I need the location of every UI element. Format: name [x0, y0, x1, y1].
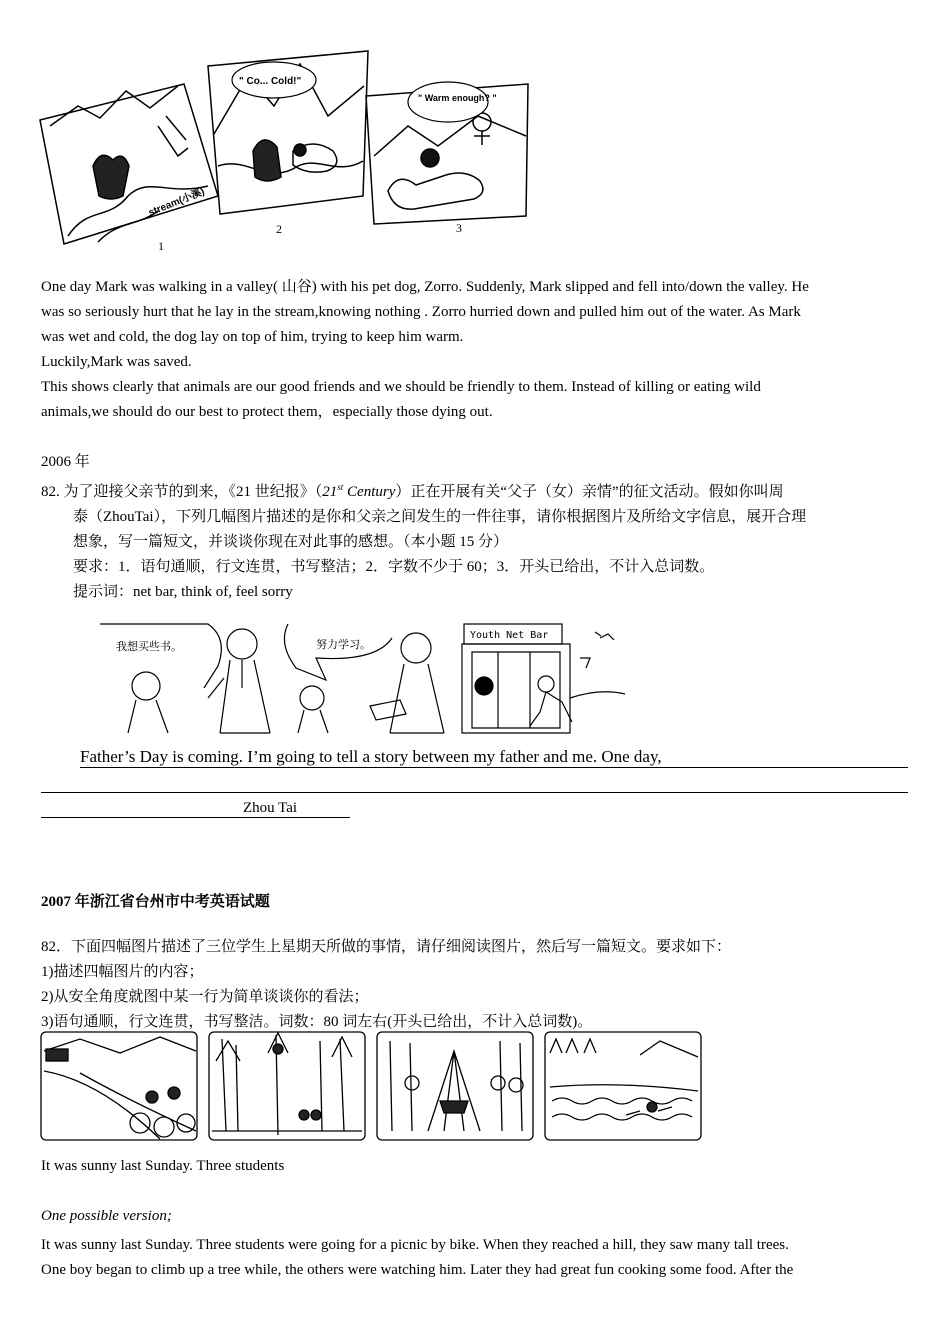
- q-italic-century: Century: [343, 484, 396, 500]
- essay-opening: It was sunny last Sunday. Three students: [41, 1158, 285, 1174]
- pic-speech-1: 我想买些书。: [116, 640, 182, 653]
- comic-panel-1: [40, 84, 218, 244]
- panel-number-2: 2: [276, 222, 282, 236]
- bubble-cold-text: " Co... Cold!": [239, 76, 302, 87]
- pic-speech-2: 努力学习。: [316, 638, 371, 651]
- net-bar-sign: Youth Net Bar: [470, 630, 549, 641]
- story-line: was wet and cold, the dog lay on top of him, trying to keep him warm.: [41, 329, 464, 345]
- requirement-3: 3)语句通顺，行文连贯，书写整洁。词数：80 词左右(开头已给出，不计入总词数)。: [41, 1014, 593, 1030]
- q-text-rest: ）正在开展有关“父子（女）亲情”的征文活动。假如你叫周: [395, 484, 784, 500]
- question-82-line-1: [41, 475, 909, 505]
- comic-illustration-mark-and-zorro: [38, 46, 538, 261]
- story-line: One day Mark was walking in a valley( 山谷) with his pet dog, Zorro. Suddenly, Mark slipped and fell into/down the valley. He: [41, 279, 809, 295]
- story-mark-zorro: [41, 275, 909, 425]
- answer-opening-sentence: Father’s Day is coming. I’m going to tell a story between my father and me. One day,: [80, 747, 662, 766]
- father-son-picture-strip: [100, 618, 625, 738]
- bubble-warm-text: " Warm enough? ": [418, 93, 497, 103]
- requirements: 要求：1．语句通顺，行文连贯，书写整洁；2．字数不少于 60；3．开头已给出，不计入总词数。: [73, 559, 715, 575]
- panel-number-1: 1: [158, 239, 164, 253]
- section-2007-question: [41, 935, 909, 1035]
- requirement-2: 2)从安全角度就图中某一行为简单谈谈你的看法；: [41, 989, 369, 1005]
- hint-words: 提示词：net bar, think of, feel sorry: [73, 584, 293, 600]
- picnic-picture-strip: [40, 1031, 705, 1143]
- q-italic-21: 21: [322, 484, 338, 500]
- question-82-line-3: 想象，写一篇短文，并谈谈你现在对此事的感想。（本小题 15 分）: [73, 534, 509, 550]
- panel-number-3: 3: [456, 221, 462, 235]
- story-line: animals,we should do our best to protect them，especially those dying out.: [41, 404, 493, 420]
- answer-line-2: [41, 792, 908, 793]
- question-82-2007: 82．下面四幅图片描述了三位学生上星期天所做的事情，请仔细阅读图片，然后写一篇短文。要求如下：: [41, 939, 732, 955]
- answer-line-3: [41, 817, 350, 818]
- story-line: was so seriously hurt that he lay in the stream,knowing nothing . Zorro hurried down and pulled him out of the water. As Mark: [41, 304, 801, 320]
- section-2007-heading: 2007 年浙江省台州市中考英语试题: [41, 894, 270, 910]
- answer-line-1: [80, 767, 908, 768]
- question-82-line-2: 泰（ZhouTai），下列几幅图片描述的是你和父亲之间发生的一件往事，请你根据图片及所给文字信息，展开合理: [73, 509, 807, 525]
- sample-version: [41, 1233, 909, 1283]
- story-line: This shows clearly that animals are our good friends and we should be friendly to them. Instead of killing or eating wild: [41, 379, 761, 395]
- q-text: 82. 为了迎接父亲节的到来，《21 世纪报》（: [41, 484, 323, 500]
- version-line: It was sunny last Sunday. Three students were going for a picnic by bike. When they reached a hill, they saw many tall trees.: [41, 1237, 789, 1253]
- section-2006: [41, 450, 909, 605]
- requirement-1: 1)描述四幅图片的内容；: [41, 964, 204, 980]
- version-label: One possible version;: [41, 1208, 172, 1224]
- stream-label: stream(小溪): [147, 186, 207, 219]
- q-sup: st: [337, 482, 344, 492]
- story-line: Luckily,Mark was saved.: [41, 354, 192, 370]
- version-line: One boy began to climb up a tree while, the others were watching him. Later they had great fun cooking some food. After the: [41, 1262, 794, 1278]
- year-heading: 2006 年: [41, 454, 90, 470]
- signature: Zhou Tai: [243, 800, 298, 816]
